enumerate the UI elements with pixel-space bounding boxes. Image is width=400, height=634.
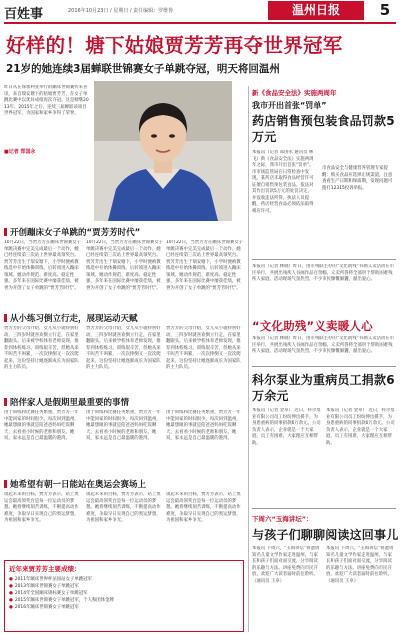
article-headline: 药店销售预包装食品罚款5万元 bbox=[252, 114, 395, 144]
article-divider bbox=[252, 366, 396, 367]
article-text: 本报讯 下周六，“玉海讲坛”将邀请知名儿童文学作家走进温州，与家长和孩子们面对面交流，分享阅读的乐趣与方法。讲座免费向市民开放，欢迎广大读者届时前往聆听。（通讯员 王卓） bbox=[252, 546, 320, 584]
lead-paragraph: 昨日从在保加利亚举行的蹦床世锦赛传来喜讯，来自瑞安塘下的姑娘贾芳芳，在女子单跳比赛中以优异成绩再次夺冠。这是她继2013年、2015年之后，连续三届蝉联该项目世界冠军，为国家和家乡争得了荣誉。 bbox=[4, 85, 89, 116]
article-text: 本报讯 下周六，“玉海讲坛”将邀请知名儿童文学作家走进温州，与家长和孩子们面对面交流，分享阅读的乐趣与方法。讲座免费向市民开放，欢迎广大读者届时前往聆听。（通讯员 王卓） bbox=[326, 546, 394, 584]
section-text: 谈起未来的目标，贾芳芳表示，站上奥运会最高领奖台是每一位运动员的梦想。她将继续刻苦训练，不断提高动作难度，争取早日实现自己的奥运梦想，为祖国和家乡争光。 bbox=[4, 492, 79, 523]
award-item: ● 2013年蹦床世锦赛女子单跳冠军 bbox=[9, 583, 239, 590]
award-item: ● 2016年蹦床世锦赛女子单跳冠军 bbox=[9, 604, 239, 611]
award-item: ● 2015年蹦床世锦赛女子单跳冠军，个人和团体金牌 bbox=[9, 597, 239, 604]
column-divider bbox=[248, 86, 249, 632]
athlete-portrait-image bbox=[94, 81, 232, 221]
athlete-photo bbox=[94, 81, 232, 221]
article-kicker: 下周六“玉海讲坛”： bbox=[252, 515, 313, 523]
header-rule bbox=[4, 22, 396, 24]
article-headline: “文化助残”义卖暖人心 bbox=[252, 319, 373, 333]
section-title: 百姓事 bbox=[4, 7, 44, 22]
section-text: 由于训练和比赛任务繁重，贾芳芳一年中能回家的时间很少。每次回到温州，她最想做的事就是陪爸爸妈妈吃饭聊天，去看看小时候的老师和朋友。她说，家永远是自己最温暖的港湾。 bbox=[166, 410, 241, 441]
section-heading: 从小练习倒立行走，展现运动天赋 bbox=[4, 312, 138, 324]
article-text: 本报讯（记者 郑国永 通讯员 林飞）新《食品安全法》实施两周年之际，我市开出首张“罚单”。市市场监管局在日常检查中发现，某药店未取得食品经营许可证擅自销售预包装食品，依法对其作出罚款5万元的处罚决定，并没收违法所得。执法人员提醒，药店经营食品必须依法取得相应许可。 bbox=[252, 150, 314, 214]
section-text: 贾芳芳的父母介绍，女儿从小就特别好动，三四岁时就喜欢倒立行走，在家里翻跟头。后来被学校体育老师发现，推荐到体校练习。训练很辛苦，但她从来不叫苦不叫累，一次次摔倒又一次次爬起来，这份坚持让她逐渐成长为国家队的主力队员。 bbox=[4, 326, 79, 370]
award-item: ● 2014年全国蹦床锦标赛女子单跳冠军 bbox=[9, 590, 239, 597]
section-heading: 她希望有朝一日能站在奥运会赛场上 bbox=[4, 478, 146, 490]
article-divider bbox=[252, 259, 396, 260]
award-item: ● 2011年蹦床世界杯法国站女子单跳冠军 bbox=[9, 576, 239, 583]
article-text: 本报讯（记者 林晓）昨日，由市残联主办的“文化助残”书画义卖活动在市区举行，共展出残疾人书画作品百余幅，义卖所得将全部用于帮助困难残疾人家庭。活动现场气氛热烈，不少市民慷慨解囊，献出爱心。 bbox=[252, 336, 395, 354]
awards-title: 近年来贾芳芳主要成绩： bbox=[9, 565, 81, 573]
section-text: 贾芳芳的父母介绍，女儿从小就特别好动，三四岁时就喜欢倒立行走，在家里翻跟头。后来被学校体育老师发现，推荐到体校练习。训练很辛苦，但她从来不叫苦不叫累，一次次摔倒又一次次爬起来，这份坚持让她逐渐成长为国家队的主力队员。 bbox=[166, 326, 241, 370]
byline: ■记者 郑国永 bbox=[4, 149, 36, 155]
section-text: 谈起未来的目标，贾芳芳表示，站上奥运会最高领奖台是每一位运动员的梦想。她将继续刻苦训练，不断提高动作难度，争取早日实现自己的奥运梦想，为祖国和家乡争光。 bbox=[86, 492, 161, 523]
date-info: 2016年10月23日 / 星期日 / 责任编辑：罗维鲁 bbox=[68, 8, 174, 14]
newspaper-logo: 温州日报 bbox=[268, 1, 364, 20]
section-text: 由于训练和比赛任务繁重，贾芳芳一年中能回家的时间很少。每次回到温州，她最想做的事就是陪爸爸妈妈吃饭聊天，去看看小时候的老师和朋友。她说，家永远是自己最温暖的港湾。 bbox=[86, 410, 161, 441]
article-text: 本报讯（记者 金卓） 近日，科尔泵业有限公司员工纷纷伸出援手，为身患重病的同事捐款6万余元。公司负责人表示，企业就是一个大家庭，员工有困难，大家理应互相帮助。 bbox=[252, 408, 321, 446]
section-text: 10月22日，当贾芳芳在蹦床世锦赛女子单跳决赛中完美完成最后一个动作，她已经连续第三次站上世界最高领奖台。贾芳芳出生于瑞安塘下，小学时便被教练选中开始体操训练，后转项进入蹦床领域。她动作规范、难度高、稳定性强，多年来在国际比赛中屡获佳绩，被誉为开创了女子单跳的“贾芳芳时代”。 bbox=[4, 240, 82, 291]
page-number: 5 bbox=[379, 1, 391, 19]
article-text: 本报讯（记者 金卓） 近日，科尔泵业有限公司员工纷纷伸出援手，为身患重病的同事捐款6万余元。公司负责人表示，企业就是一个大家庭，员工有困难，大家理应互相帮助。 bbox=[326, 408, 395, 446]
article-headline: 与孩子们聊聊阅读这回事儿 bbox=[252, 528, 399, 542]
section-heading: 开创蹦床女子单跳的“贾芳芳时代” bbox=[4, 226, 140, 238]
subheadline: 21岁的她连续3届蝉联世锦赛女子单跳夺冠，明天将回温州 bbox=[6, 63, 280, 75]
section-heading: 陪伴家人是假期里最重要的事情 bbox=[4, 396, 129, 408]
notice-text: 市食品安全与健康营养管理专家提醒：购买食品应选择正规渠道，注意查看生产日期和保质期，发现问题可拨打12315投诉举报。 bbox=[322, 166, 393, 191]
article-divider bbox=[252, 508, 396, 509]
article-headline: 科尔泵业为重病员工捐款6万余元 bbox=[252, 373, 395, 403]
masthead bbox=[0, 0, 400, 24]
section-text: 10月22日，当贾芳芳在蹦床世锦赛女子单跳决赛中完美完成最后一个动作，她已经连续第三次站上世界最高领奖台。贾芳芳出生于瑞安塘下，小学时便被教练选中开始体操训练，后转项进入蹦床领域。她动作规范、难度高、稳定性强，多年来在国际比赛中屡获佳绩，被誉为开创了女子单跳的“贾芳芳时代”。 bbox=[166, 240, 244, 291]
main-headline: 好样的！塘下姑娘贾芳芳再夺世界冠军 bbox=[6, 34, 343, 57]
section-text: 10月22日，当贾芳芳在蹦床世锦赛女子单跳决赛中完美完成最后一个动作，她已经连续第三次站上世界最高领奖台。贾芳芳出生于瑞安塘下，小学时便被教练选中开始体操训练，后转项进入蹦床领域。她动作规范、难度高、稳定性强，多年来在国际比赛中屡获佳绩，被誉为开创了女子单跳的“贾芳芳时代”。 bbox=[86, 240, 164, 291]
article-kicker: 新《食品安全法》实施两周年 bbox=[252, 89, 337, 97]
awards-box bbox=[4, 560, 244, 632]
article-subhead: 我市开出首张“罚单” bbox=[252, 101, 327, 110]
section-text: 谈起未来的目标，贾芳芳表示，站上奥运会最高领奖台是每一位运动员的梦想。她将继续刻苦训练，不断提高动作难度，争取早日实现自己的奥运梦想，为祖国和家乡争光。 bbox=[166, 492, 241, 523]
section-text: 贾芳芳的父母介绍，女儿从小就特别好动，三四岁时就喜欢倒立行走，在家里翻跟头。后来被学校体育老师发现，推荐到体校练习。训练很辛苦，但她从来不叫苦不叫累，一次次摔倒又一次次爬起来，这份坚持让她逐渐成长为国家队的主力队员。 bbox=[86, 326, 161, 370]
section-text: 由于训练和比赛任务繁重，贾芳芳一年中能回家的时间很少。每次回到温州，她最想做的事就是陪爸爸妈妈吃饭聊天，去看看小时候的老师和朋友。她说，家永远是自己最温暖的港湾。 bbox=[4, 410, 79, 441]
article-text: 本报讯（记者 林晓）昨日，由市残联主办的“文化助残”书画义卖活动在市区举行，共展出残疾人书画作品百余幅，义卖所得将全部用于帮助困难残疾人家庭。活动现场气氛热烈，不少市民慷慨解囊，献出爱心。 bbox=[252, 264, 395, 282]
notice-box bbox=[320, 164, 396, 254]
